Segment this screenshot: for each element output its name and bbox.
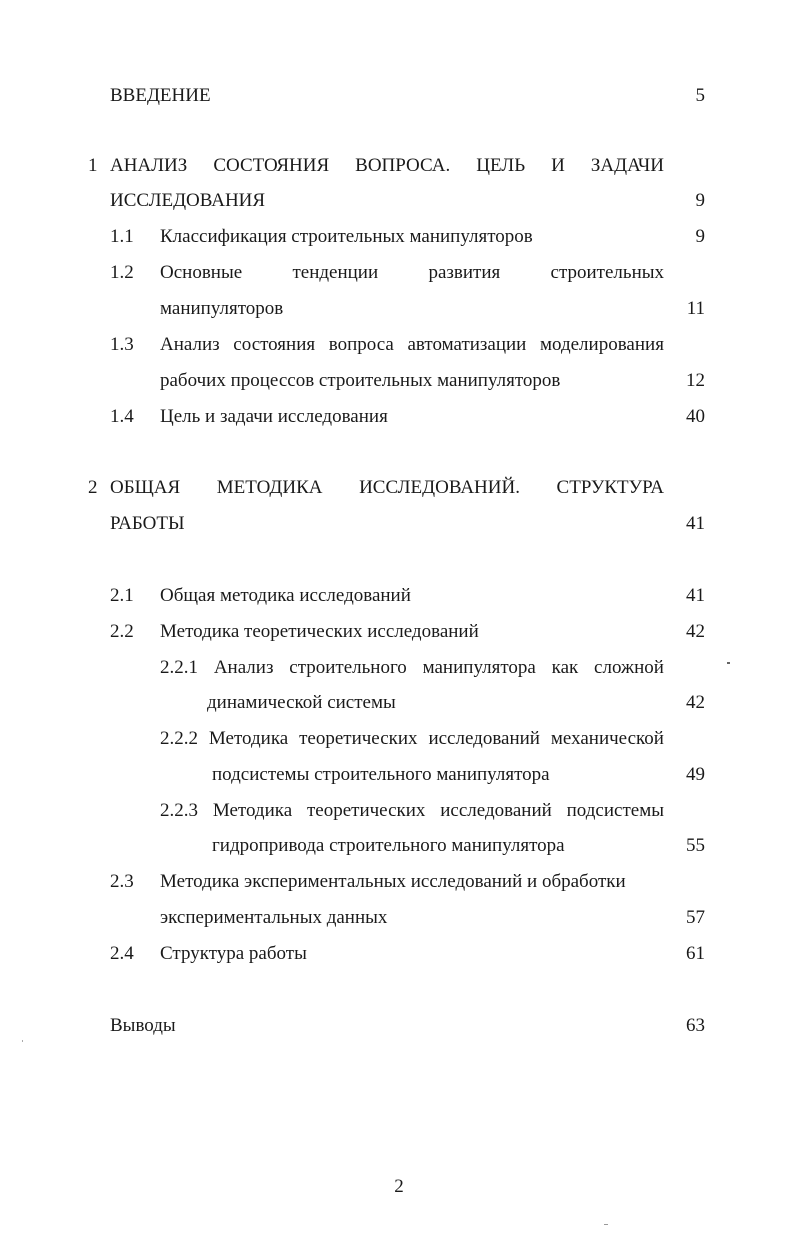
toc-1-2-title-line1 <box>160 262 664 284</box>
toc-2-2-2-line2: подсистемы строительного манипулятора <box>212 764 550 785</box>
toc-ch2-page: 41 <box>686 513 705 534</box>
toc-2-1-page: 41 <box>686 585 705 606</box>
scan-speck <box>604 1224 608 1225</box>
toc-2-3-number: 2.3 <box>110 871 134 892</box>
toc-1-2-page: 11 <box>686 298 705 319</box>
toc-1-2-word: строительных <box>550 262 664 283</box>
toc-2-2-1-page: 42 <box>686 692 705 713</box>
toc-2-2-3-word: теоретических <box>306 800 426 821</box>
toc-1-2-word: Основные <box>160 262 243 283</box>
toc-2-2-3-word: подсистемы <box>566 800 664 821</box>
toc-1-2-number: 1.2 <box>110 262 134 283</box>
toc-1-2-title-line2: манипуляторов <box>160 298 284 319</box>
toc-1-3-number: 1.3 <box>110 334 134 355</box>
toc-2-2-1-line2: динамической системы <box>207 692 396 713</box>
toc-2-3-title-line2: экспериментальных данных <box>160 907 388 928</box>
toc-2-4-title: Структура работы <box>160 943 307 964</box>
toc-2-2-1-word: сложной <box>594 657 664 678</box>
toc-intro-page: 5 <box>695 85 705 106</box>
toc-2-2-1-number: 2.2.1 <box>160 657 198 678</box>
toc-ch2-word: СТРУКТУРА <box>556 477 664 498</box>
toc-2-2-2-word: Методика <box>208 728 289 749</box>
toc-1-3-page: 12 <box>686 370 705 391</box>
toc-2-2-1-word: строительного <box>289 657 407 678</box>
toc-1-3-word: Анализ <box>160 334 220 355</box>
toc-1-2-word: развития <box>428 262 501 283</box>
toc-1-3-word: автоматизации <box>407 334 527 355</box>
toc-conclusions-page: 63 <box>686 1015 705 1036</box>
toc-1-1-page: 9 <box>695 226 705 247</box>
toc-1-3-word: вопроса <box>328 334 394 355</box>
toc-ch1-word: И <box>551 155 565 176</box>
toc-1-3-title-line2: рабочих процессов строительных манипуляторов <box>160 370 561 391</box>
toc-intro-title: ВВЕДЕНИЕ <box>110 85 211 106</box>
toc-2-4-number: 2.4 <box>110 943 134 964</box>
toc-2-2-2-number: 2.2.2 <box>160 728 198 749</box>
toc-1-3-word: моделирования <box>539 334 664 355</box>
toc-2-2-1-word: как <box>551 657 579 678</box>
toc-2-2-3-word: исследований <box>440 800 552 821</box>
toc-ch1-word: СОСТОЯНИЯ <box>213 155 330 176</box>
toc-ch1-number: 1 <box>88 155 98 176</box>
toc-1-3-word: состояния <box>233 334 316 355</box>
page-number: 2 <box>394 1176 404 1197</box>
toc-2-2-1-word: манипулятора <box>422 657 536 678</box>
toc-ch1-page: 9 <box>695 190 705 211</box>
toc-2-2-number: 2.2 <box>110 621 134 642</box>
toc-ch1-word: ВОПРОСА. <box>355 155 451 176</box>
toc-ch1-word: ЦЕЛЬ <box>476 155 526 176</box>
toc-ch2-number: 2 <box>88 477 98 498</box>
scan-speck <box>22 1040 23 1042</box>
toc-ch2-title-line1 <box>110 477 664 499</box>
toc-1-4-title: Цель и задачи исследования <box>160 406 388 427</box>
toc-2-2-2-line1 <box>160 728 664 750</box>
toc-ch1-title-line2: ИССЛЕДОВАНИЯ <box>110 190 266 211</box>
toc-2-2-3-page: 55 <box>686 835 705 856</box>
toc-1-4-number: 1.4 <box>110 406 134 427</box>
toc-ch1-word: ЗАДАЧИ <box>590 155 664 176</box>
toc-2-2-3-line1 <box>160 800 664 822</box>
toc-ch2-word: ОБЩАЯ <box>110 477 181 498</box>
toc-2-2-3-word: Методика <box>212 800 293 821</box>
toc-ch2-word: МЕТОДИКА <box>216 477 323 498</box>
toc-1-1-title: Классификация строительных манипуляторов <box>160 226 533 247</box>
toc-2-1-number: 2.1 <box>110 585 134 606</box>
toc-ch1-title-line1 <box>110 155 664 177</box>
toc-ch1-word: АНАЛИЗ <box>110 155 188 176</box>
toc-2-2-3-line2: гидропривода строительного манипулятора <box>212 835 565 856</box>
toc-ch2-title-line2: РАБОТЫ <box>110 513 185 534</box>
toc-2-3-title-line1: Методика экспериментальных исследований и обработки <box>160 871 626 892</box>
toc-2-2-2-word: механической <box>550 728 664 749</box>
toc-2-2-2-page: 49 <box>686 764 705 785</box>
toc-1-2-word: тенденции <box>292 262 379 283</box>
toc-1-3-title-line1 <box>160 334 664 356</box>
toc-2-2-title: Методика теоретических исследований <box>160 621 479 642</box>
toc-2-2-2-word: теоретических <box>299 728 418 749</box>
toc-2-3-page: 57 <box>686 907 705 928</box>
toc-2-2-2-word: исследований <box>428 728 540 749</box>
toc-2-2-3-number: 2.2.3 <box>160 800 198 821</box>
toc-2-1-title: Общая методика исследований <box>160 585 411 606</box>
toc-2-4-page: 61 <box>686 943 705 964</box>
toc-1-1-number: 1.1 <box>110 226 134 247</box>
toc-conclusions-title: Выводы <box>110 1015 176 1036</box>
scan-speck <box>727 662 730 664</box>
toc-2-2-1-word: Анализ <box>213 657 274 678</box>
toc-ch2-word: ИССЛЕДОВАНИЙ. <box>359 477 520 498</box>
toc-2-2-1-line1 <box>160 657 664 679</box>
toc-1-4-page: 40 <box>686 406 705 427</box>
toc-2-2-page: 42 <box>686 621 705 642</box>
